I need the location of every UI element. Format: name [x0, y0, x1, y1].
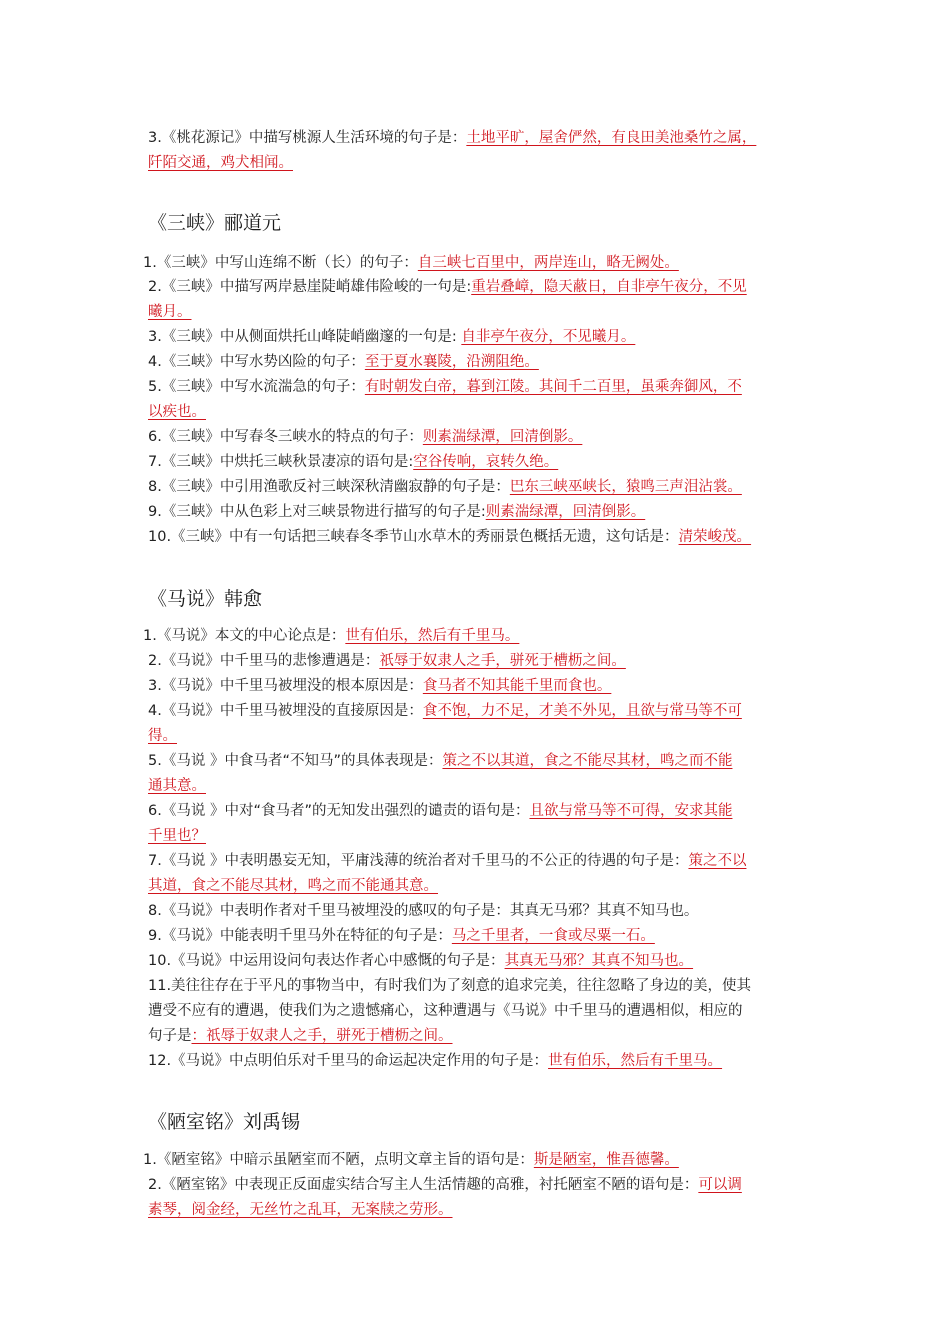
answer-text: 策之不以其道，食之不能尽其材，鸣之而不能	[442, 753, 733, 769]
answer-text: 则素湍绿潭，回清倒影。	[485, 504, 646, 520]
question-text: 11.美往往存在于平凡的事物当中，有时我们为了刻意的追求完美，往往忽略了身边的美，使其	[148, 978, 752, 994]
answer-text: 通其意。	[148, 778, 206, 794]
question-text: 遭受不应有的遭遇，使我们为之遗憾痛心，这种遭遇与《马说》中千里马的遭遇相似，相应的	[148, 1003, 743, 1019]
answer-text: 自三峡七百里中，两岸连山，略无阙处。	[417, 255, 679, 271]
answer-text: 可以调	[698, 1177, 742, 1193]
answer-text: 清荣峻茂。	[678, 529, 752, 545]
answer-text: 斯是陋室，惟吾德馨。	[533, 1152, 679, 1168]
answer-text: 至于夏水襄陵，沿溯阻绝。	[364, 354, 539, 370]
question-text: 2.《三峡》中描写两岸悬崖陡峭雄伟险峻的一句是:	[148, 279, 472, 295]
question-text: 2.《陋室铭》中表现正反面虚实结合写主人生活情趣的高雅，衬托陋室不陋的语句是：	[148, 1177, 699, 1193]
question-text: 1.《陋室铭》中暗示虽陋室而不陋，点明文章主旨的语句是：	[143, 1152, 534, 1168]
question-text: 8.《马说》中表明作者对千里马被埋没的感叹的句子是：其真无马邪？其真不知马也。	[148, 903, 699, 919]
list-item	[148, 701, 742, 721]
question-text: 10.《三峡》中有一句话把三峡春冬季节山水草木的秀丽景色概括无遗，这句话是：	[148, 529, 679, 545]
list-item-continuation	[148, 1200, 453, 1220]
list-item	[148, 651, 626, 671]
answer-text: 空谷传响，哀转久绝。	[413, 454, 559, 470]
answer-text: 有时朝发白帝，暮到江陵。其间千二百里，虽乘奔御风，不	[364, 379, 742, 395]
answer-text: 食不饱，力不足，才美不外见，且欲与常马等不可	[422, 703, 742, 719]
answer-text: 世有伯乐，然后有千里马。	[548, 1053, 723, 1069]
answer-text: 曦月。	[148, 304, 192, 320]
answer-text: 千里也？	[148, 828, 206, 844]
list-item	[148, 527, 751, 547]
list-item-continuation	[148, 402, 206, 422]
question-text: 7.《马说 》中表明愚妄无知，平庸浅薄的统治者对千里马的不公正的待遇的句子是：	[148, 853, 689, 869]
question-text: 8.《三峡》中引用渔歌反衬三峡深秋清幽寂静的句子是：	[148, 479, 510, 495]
question-text: 1.《三峡》中写山连绵不断（长）的句子：	[143, 255, 418, 271]
answer-text: 以疾也。	[148, 404, 206, 420]
section-heading-mashuo: 《马说》韩愈	[148, 588, 263, 610]
answer-text: 祇辱于奴隶人之手，骈死于槽枥之间。	[379, 653, 626, 669]
question-text: 9.《三峡》中从色彩上对三峡景物进行描写的句子是:	[148, 504, 486, 520]
list-item	[148, 851, 746, 871]
question-text: 1.《马说》本文的中心论点是：	[143, 628, 346, 644]
question-text: 5.《三峡》中写水流湍急的句子：	[148, 379, 365, 395]
question-text: 3.《桃花源记》中描写桃源人生活环境的句子是：	[148, 130, 467, 146]
list-item-continuation	[148, 1001, 743, 1021]
question-text: 句子是	[148, 1028, 192, 1044]
list-item	[143, 1150, 679, 1170]
list-item	[148, 502, 645, 522]
list-item-continuation	[148, 826, 206, 846]
question-text: 10.《马说》中运用设问句表达作者心中感慨的句子是：	[148, 953, 505, 969]
list-item	[148, 277, 747, 297]
list-item	[148, 1175, 742, 1195]
list-item	[148, 427, 582, 447]
question-text: 2.《马说》中千里马的悲惨遭遇是：	[148, 653, 380, 669]
list-item	[148, 751, 732, 771]
question-text: 7.《三峡》中烘托三峡秋景凄凉的语句是:	[148, 454, 414, 470]
section-heading-sanxia: 《三峡》郦道元	[148, 212, 282, 234]
answer-text: 素琴，阅金经，无丝竹之乱耳，无案牍之劳形。	[148, 1202, 453, 1218]
list-item-continuation	[148, 1026, 453, 1046]
question-text: 3.《马说》中千里马被埋没的根本原因是：	[148, 678, 423, 694]
list-item	[148, 901, 698, 921]
list-item	[148, 801, 732, 821]
answer-text: 重岩叠嶂，隐天蔽日，自非亭午夜分，不见	[471, 279, 747, 295]
question-text: 6.《三峡》中写春冬三峡水的特点的句子：	[148, 429, 423, 445]
list-item	[148, 951, 693, 971]
list-item-continuation	[148, 776, 206, 796]
list-item-continuation	[148, 153, 293, 173]
answer-text: 巴东三峡巫峡长，猿鸣三声泪沾裳。	[509, 479, 742, 495]
question-text: 6.《马说 》中对“食马者”的无知发出强烈的谴责的语句是：	[148, 803, 530, 819]
question-text: 4.《马说》中千里马被埋没的直接原因是：	[148, 703, 423, 719]
list-item	[148, 352, 539, 372]
question-text: 9.《马说》中能表明千里马外在特征的句子是：	[148, 928, 452, 944]
list-item	[143, 626, 519, 646]
answer-text: 土地平旷，屋舍俨然，有良田美池桑竹之属，	[466, 130, 757, 146]
answer-text: 食马者不知其能千里而食也。	[422, 678, 612, 694]
list-item	[148, 327, 635, 347]
answer-text: 马之千里者，一食或尽粟一石。	[451, 928, 655, 944]
list-item-continuation	[148, 876, 438, 896]
list-item	[148, 976, 751, 996]
answer-text: 世有伯乐，然后有千里马。	[345, 628, 520, 644]
answer-text: 阡陌交通，鸡犬相闻。	[148, 155, 293, 171]
question-text: 5.《马说 》中食马者“不知马”的具体表现是：	[148, 753, 443, 769]
question-text: 3.《三峡》中从侧面烘托山峰陡峭幽邃的一句是:	[148, 329, 462, 345]
list-item	[148, 926, 655, 946]
answer-text: 得。	[148, 728, 177, 744]
answer-text: 则素湍绿潭，回清倒影。	[422, 429, 583, 445]
list-item	[148, 128, 756, 148]
answer-text: 其道，食之不能尽其材，鸣之而不能通其意。	[148, 878, 438, 894]
list-item-continuation	[148, 302, 192, 322]
answer-text: ：祇辱于奴隶人之手，骈死于槽枥之间。	[191, 1028, 453, 1044]
list-item	[143, 253, 679, 273]
question-text: 12.《马说》中点明伯乐对千里马的命运起决定作用的句子是：	[148, 1053, 549, 1069]
answer-text: 策之不以	[688, 853, 747, 869]
answer-text: 自非亭午夜分，不见曦月。	[461, 329, 636, 345]
section-heading-loushiming: 《陋室铭》刘禹锡	[148, 1111, 301, 1133]
list-item	[148, 676, 611, 696]
question-text: 4.《三峡》中写水势凶险的句子：	[148, 354, 365, 370]
list-item-continuation	[148, 726, 177, 746]
list-item	[148, 1051, 722, 1071]
list-item	[148, 477, 742, 497]
answer-text: 其真无马邪？其真不知马也。	[504, 953, 694, 969]
list-item	[148, 377, 742, 397]
answer-text: 且欲与常马等不可得，安求其能	[529, 803, 733, 819]
list-item	[148, 452, 558, 472]
